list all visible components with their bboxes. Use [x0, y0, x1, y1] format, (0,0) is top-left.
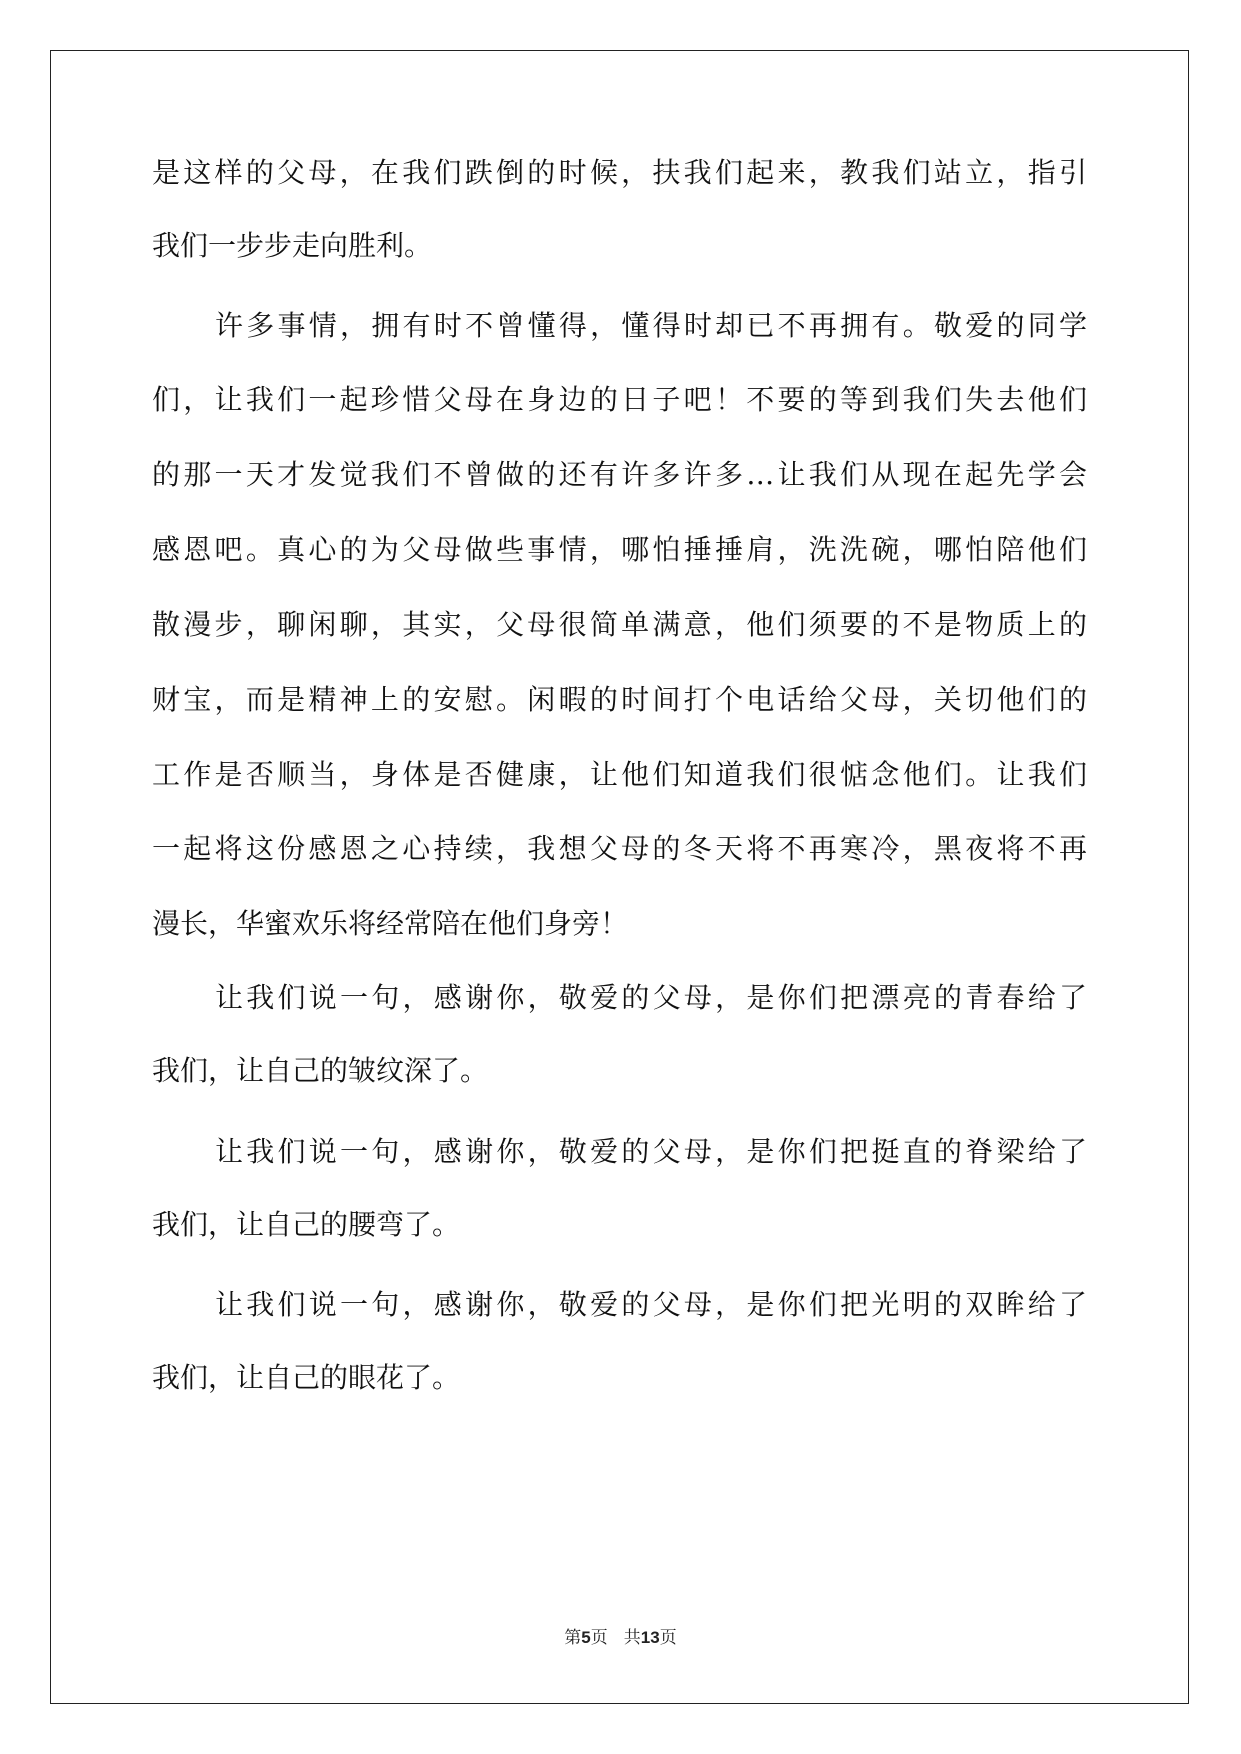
- text-line: 让我们说一句，感谢你，敬爱的父母，是你们把光明的双眸给了: [215, 1288, 1087, 1321]
- text-line: 们，让我们一起珍惜父母在身边的日子吧！不要的等到我们失去他们: [152, 383, 1087, 416]
- page-footer: [0, 1626, 1241, 1650]
- text-line: 让我们说一句，感谢你，敬爱的父母，是你们把漂亮的青春给了: [215, 981, 1087, 1014]
- page-prefix: 第: [564, 1628, 582, 1648]
- text-line: 让我们说一句，感谢你，敬爱的父母，是你们把挺直的脊梁给了: [215, 1135, 1087, 1168]
- text-line: 是这样的父母，在我们跌倒的时候，扶我们起来，教我们站立，指引: [152, 156, 1087, 189]
- page-number: 5: [581, 1628, 591, 1647]
- total-pages: 13: [640, 1628, 660, 1647]
- text-line: 的那一天才发觉我们不曾做的还有许多许多…让我们从现在起先学会: [152, 458, 1087, 491]
- text-line: 我们，让自己的皱纹深了。: [152, 1054, 489, 1087]
- total-suffix: 页: [659, 1628, 677, 1648]
- text-line: 我们，让自己的腰弯了。: [152, 1208, 461, 1241]
- text-line: 许多事情，拥有时不曾懂得，懂得时却已不再拥有。敬爱的同学: [215, 309, 1087, 342]
- page-suffix: 页: [590, 1628, 608, 1648]
- total-prefix: 共: [623, 1628, 641, 1648]
- text-line: 散漫步，聊闲聊，其实，父母很简单满意，他们须要的不是物质上的: [152, 608, 1087, 641]
- text-line: 我们，让自己的眼花了。: [152, 1361, 461, 1394]
- text-line: 感恩吧。真心的为父母做些事情，哪怕捶捶肩，洗洗碗，哪怕陪他们: [152, 533, 1087, 566]
- text-line: 漫长，华蜜欢乐将经常陪在他们身旁！: [152, 907, 629, 940]
- text-line: 一起将这份感恩之心持续，我想父母的冬天将不再寒冷，黑夜将不再: [152, 832, 1087, 865]
- text-line: 工作是否顺当，身体是否健康，让他们知道我们很惦念他们。让我们: [152, 758, 1087, 791]
- text-line: 我们一步步走向胜利。: [152, 229, 433, 262]
- page-border: [50, 50, 1189, 1704]
- text-line: 财宝，而是精神上的安慰。闲暇的时间打个电话给父母，关切他们的: [152, 683, 1087, 716]
